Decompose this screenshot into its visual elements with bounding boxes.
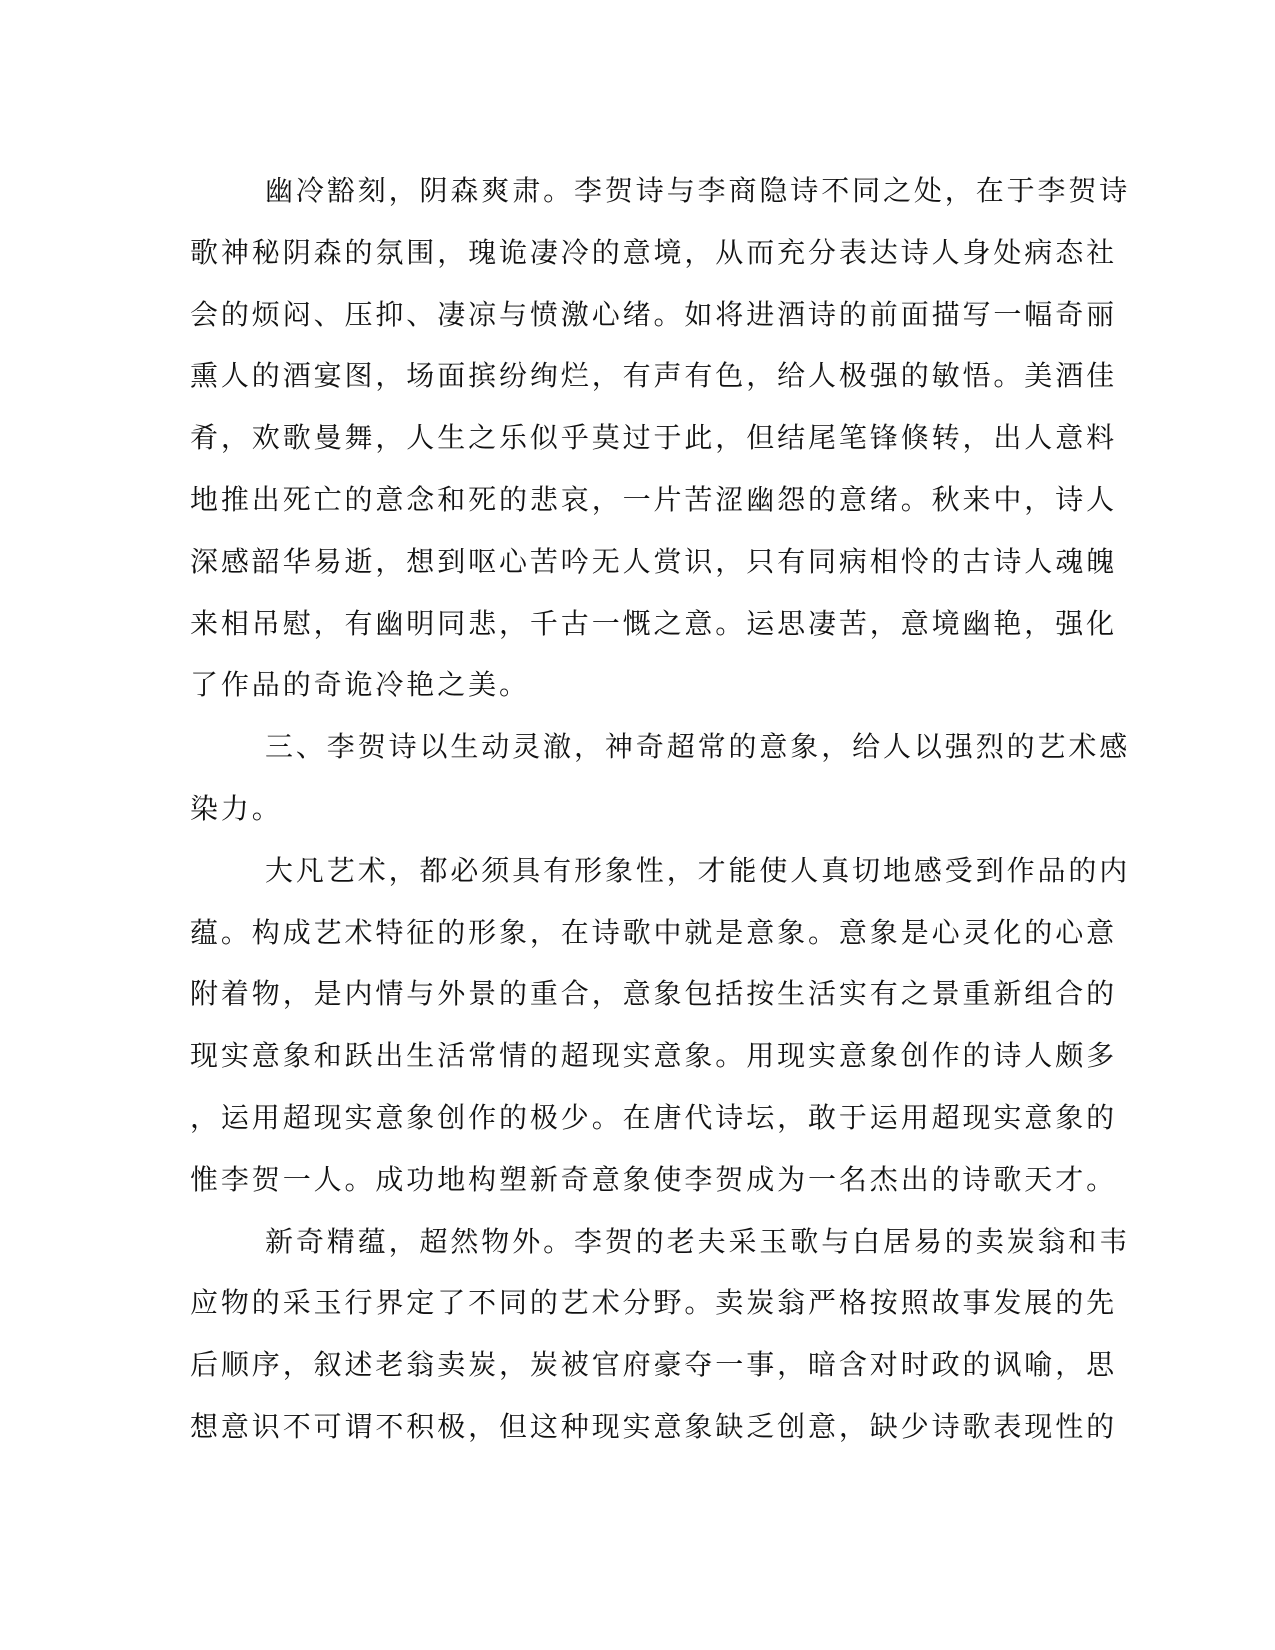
paragraph-line: 深感韶华易逝，想到呕心苦吟无人赏识，只有同病相怜的古诗人魂魄 (190, 544, 1118, 578)
paragraph-line: 大凡艺术，都必须具有形象性，才能使人真切地感受到作品的内 (265, 853, 1131, 887)
paragraph-line: 惟李贺一人。成功地构塑新奇意象使李贺成为一名杰出的诗歌天才。 (190, 1162, 1118, 1196)
paragraph-line: 地推出死亡的意念和死的悲哀，一片苦涩幽怨的意绪。秋来中，诗人 (190, 482, 1118, 516)
paragraph-line: 幽冷豁刻，阴森爽肃。李贺诗与李商隐诗不同之处，在于李贺诗 (265, 174, 1131, 207)
paragraph-line: 应物的采玉行界定了不同的艺术分野。卖炭翁严格按照故事发展的先 (190, 1286, 1118, 1320)
paragraph-line: 想意识不可谓不积极，但这种现实意象缺乏创意，缺少诗歌表现性的 (190, 1409, 1118, 1443)
paragraph-line: 肴，欢歌曼舞，人生之乐似乎莫过于此，但结尾笔锋倏转，出人意料 (190, 421, 1118, 455)
section-heading-line: 染力。 (190, 791, 283, 825)
paragraph-line: 熏人的酒宴图，场面摈纷绚烂，有声有色，给人极强的敏悟。美酒佳 (190, 359, 1118, 393)
paragraph-line: 后顺序，叙述老翁卖炭，炭被官府豪夺一事，暗含对时政的讽喻，思 (190, 1348, 1118, 1382)
paragraph-line: 歌神秘阴森的氛围，瑰诡凄冷的意境，从而充分表达诗人身处病态社 (190, 235, 1118, 269)
section-heading-line: 三、李贺诗以生动灵澈，神奇超常的意象，给人以强烈的艺术感 (265, 730, 1131, 764)
paragraph-line: 蕴。构成艺术特征的形象，在诗歌中就是意象。意象是心灵化的心意 (190, 915, 1118, 949)
paragraph-line: ，运用超现实意象创作的极少。在唐代诗坛，敢于运用超现实意象的 (190, 1100, 1118, 1134)
paragraph-line: 来相吊慰，有幽明同悲，千古一慨之意。运思凄苦，意境幽艳，强化 (190, 606, 1118, 640)
paragraph-line: 会的烦闷、压抑、凄凉与愤激心绪。如将进酒诗的前面描写一幅奇丽 (190, 297, 1118, 331)
body-text (190, 160, 1131, 1458)
paragraph-line: 了作品的奇诡冷艳之美。 (190, 668, 530, 702)
paragraph-line: 现实意象和跃出生活常情的超现实意象。用现实意象创作的诗人颇多 (190, 1039, 1118, 1073)
paragraph-line: 新奇精蕴，超然物外。李贺的老夫采玉歌与白居易的卖炭翁和韦 (265, 1224, 1131, 1258)
paragraph-line: 附着物，是内情与外景的重合，意象包括按生活实有之景重新组合的 (190, 977, 1118, 1011)
